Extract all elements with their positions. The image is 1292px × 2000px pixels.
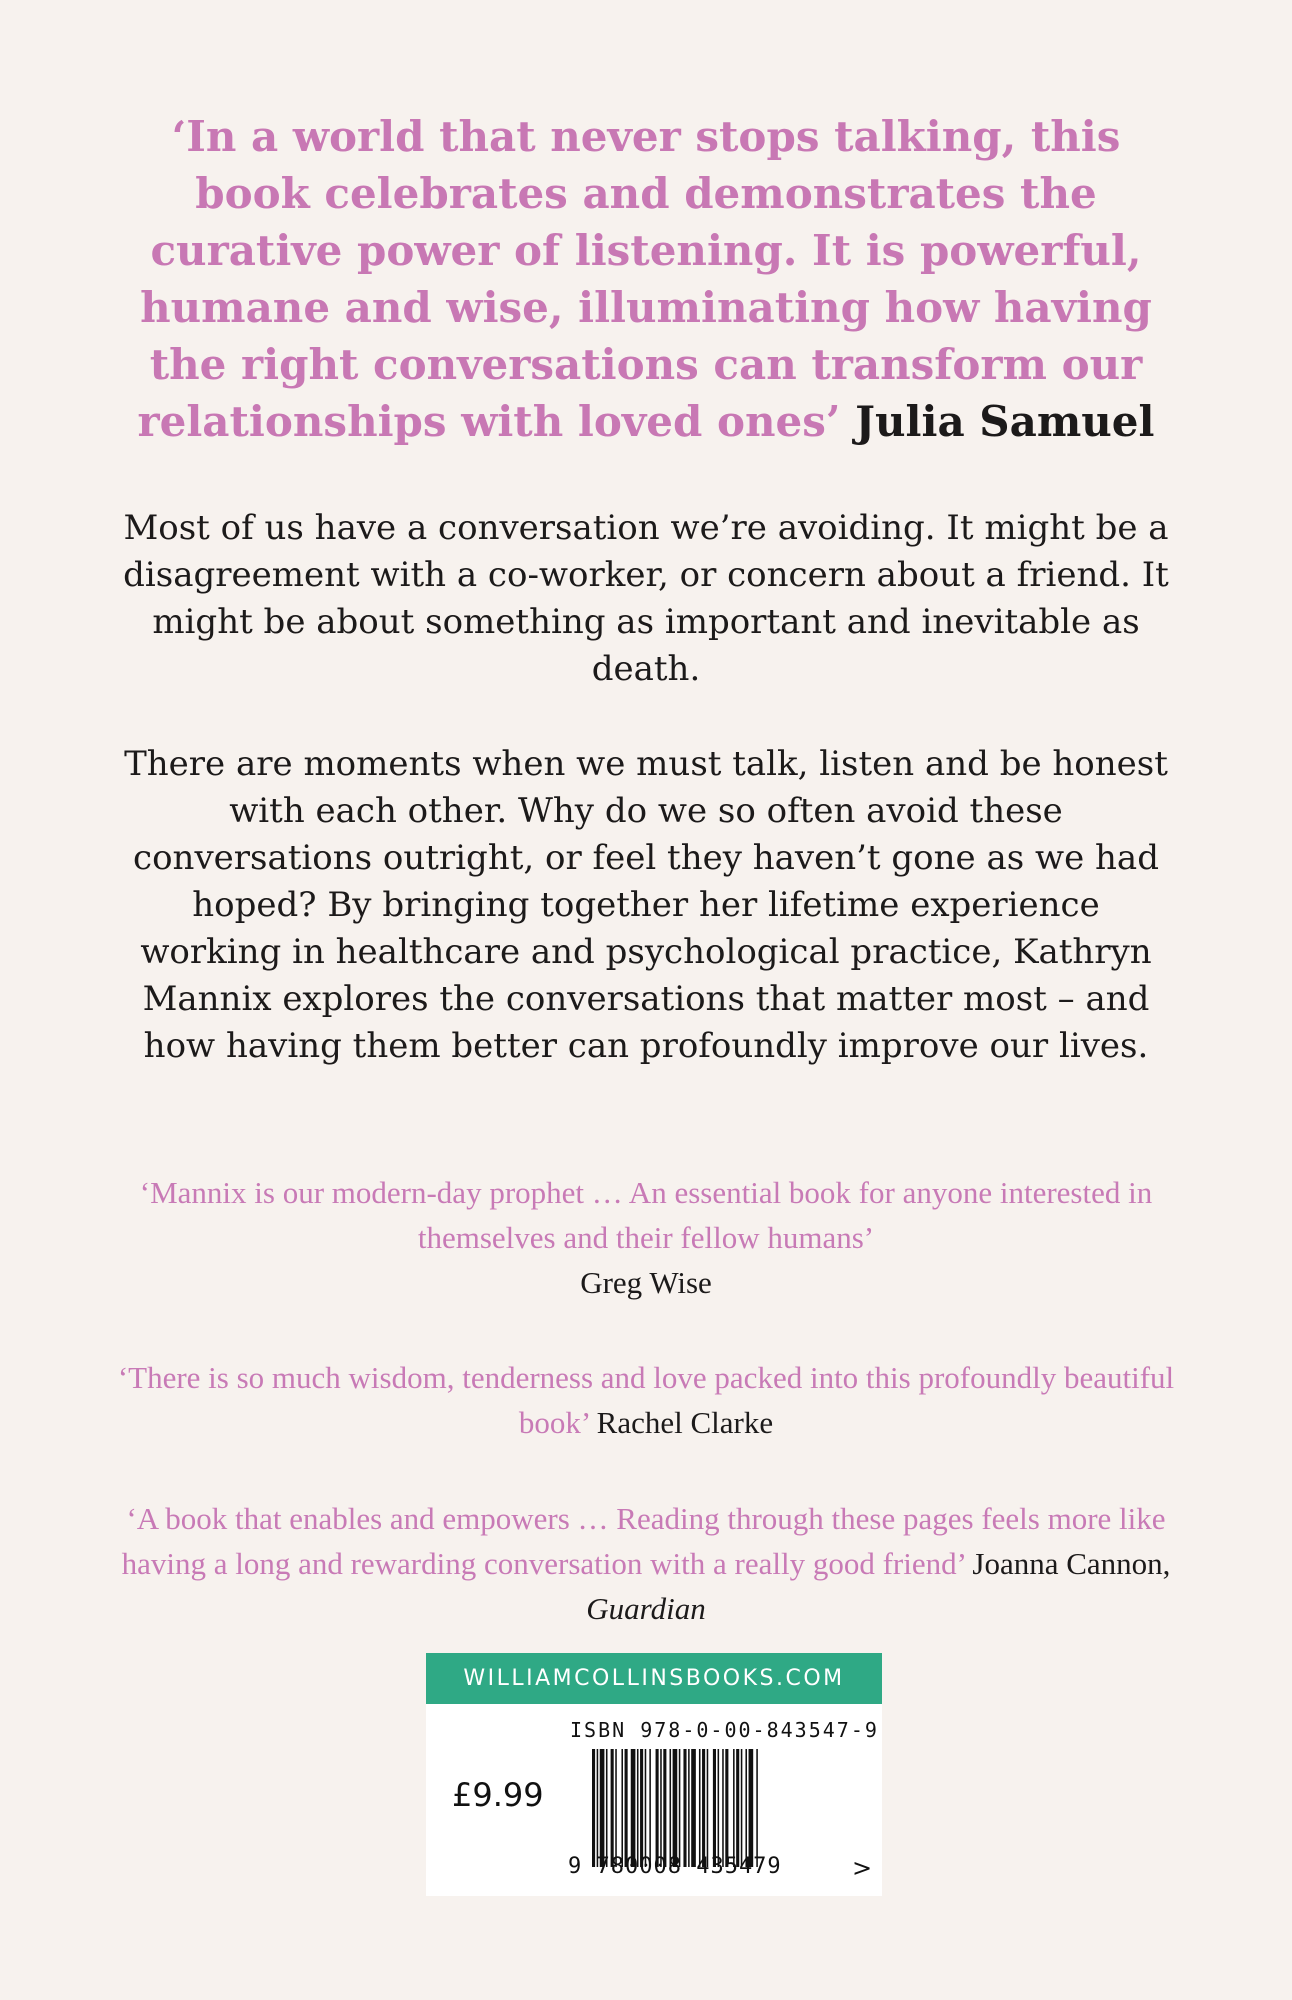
barcode-bar [736, 1749, 739, 1867]
barcode-bar [741, 1749, 743, 1867]
barcode-panel [426, 1704, 882, 1896]
barcode-bar [688, 1749, 690, 1867]
blurb-text-1: Most of us have a conversation we’re avoiding. It might be a disagreement with a co-worker, or concern about a friend. It might be about something as important and inevitable as death. [123, 508, 1169, 689]
barcode-bar [597, 1749, 599, 1867]
barcode-bar [615, 1749, 617, 1867]
endorsement-joanna-cannon [110, 1496, 1182, 1631]
barcode-bar [611, 1749, 614, 1867]
endorsement-rachel-clarke [110, 1355, 1182, 1445]
main-quote-text: ‘In a world that never stops talking, this book celebrates and demonstrates the curative power of listening. It is powerful, humane and wise, illuminating how having the right conversations can transform our relationships with loved ones’ [137, 112, 1152, 446]
barcode-bar [699, 1749, 701, 1867]
barcode-bar [637, 1749, 639, 1867]
main-quote-author: Julia Samuel [855, 397, 1155, 446]
barcode-bar [600, 1749, 605, 1867]
blurb-paragraph-1 [120, 505, 1172, 693]
barcode-bar [673, 1749, 678, 1867]
barcode-bar [640, 1749, 643, 1867]
barcode-bar [749, 1749, 754, 1867]
barcode-icon [592, 1749, 852, 1867]
main-endorsement [120, 108, 1172, 450]
quote-text: ‘A book that enables and empowers … Reading through these pages feels more like having a long and rewarding conversation with a really good friend’ [121, 1501, 1166, 1581]
barcode-bar [756, 1749, 758, 1867]
barcode-bar [625, 1749, 628, 1867]
isbn-label: ISBN 978-0-00-843547-9 [570, 1718, 879, 1742]
barcode-bar [631, 1749, 636, 1867]
barcode-bar [660, 1749, 662, 1867]
barcode-bar [645, 1749, 647, 1867]
barcode-bar [722, 1749, 724, 1867]
quote-author: Rachel Clarke [596, 1405, 774, 1440]
barcode-bar [702, 1749, 705, 1867]
quote-text: ‘There is so much wisdom, tenderness and love packed into this profoundly beautiful book’ [117, 1360, 1175, 1440]
publisher-website: WILLIAMCOLLINSBOOKS.COM [426, 1653, 882, 1704]
barcode-bar [707, 1749, 709, 1867]
blurb-paragraph-2 [120, 741, 1172, 1070]
barcode-bar [592, 1749, 595, 1867]
quote-author: Greg Wise [580, 1265, 712, 1300]
barcode-bar [725, 1749, 728, 1867]
barcode-bar [606, 1749, 608, 1867]
barcode-bar [733, 1749, 735, 1867]
barcode-bar [683, 1749, 686, 1867]
quote-source: Guardian [586, 1591, 706, 1626]
barcode-bar [713, 1749, 716, 1867]
barcode-chevron: > [852, 1854, 873, 1882]
barcode-bar [670, 1749, 672, 1867]
barcode-bar [745, 1749, 747, 1867]
quote-author: Joanna Cannon, [972, 1546, 1171, 1581]
barcode-bar [649, 1749, 651, 1867]
barcode-bar [691, 1749, 696, 1867]
barcode-bar [656, 1749, 659, 1867]
barcode-bar [718, 1749, 720, 1867]
barcode-bar [621, 1749, 623, 1867]
price-label: £9.99 [452, 1776, 544, 1814]
endorsement-greg-wise [110, 1170, 1182, 1305]
barcode-number: 9 780008 435479 [568, 1854, 782, 1879]
barcode-bar [663, 1749, 666, 1867]
quote-text: ‘Mannix is our modern-day prophet … An essential book for anyone interested in themselves and their fellow humans’ [139, 1175, 1153, 1255]
barcode-bar [679, 1749, 681, 1867]
blurb-text-2: There are moments when we must talk, listen and be honest with each other. Why do we so often avoid these conversations outright, or feel they haven’t gone as we had hoped? By bringing together her lifetime experience working in healthcare and psychological practice, Kathryn Mannix explores the conversations that matter most – and how having them better can profoundly improve our lives. [124, 744, 1168, 1066]
